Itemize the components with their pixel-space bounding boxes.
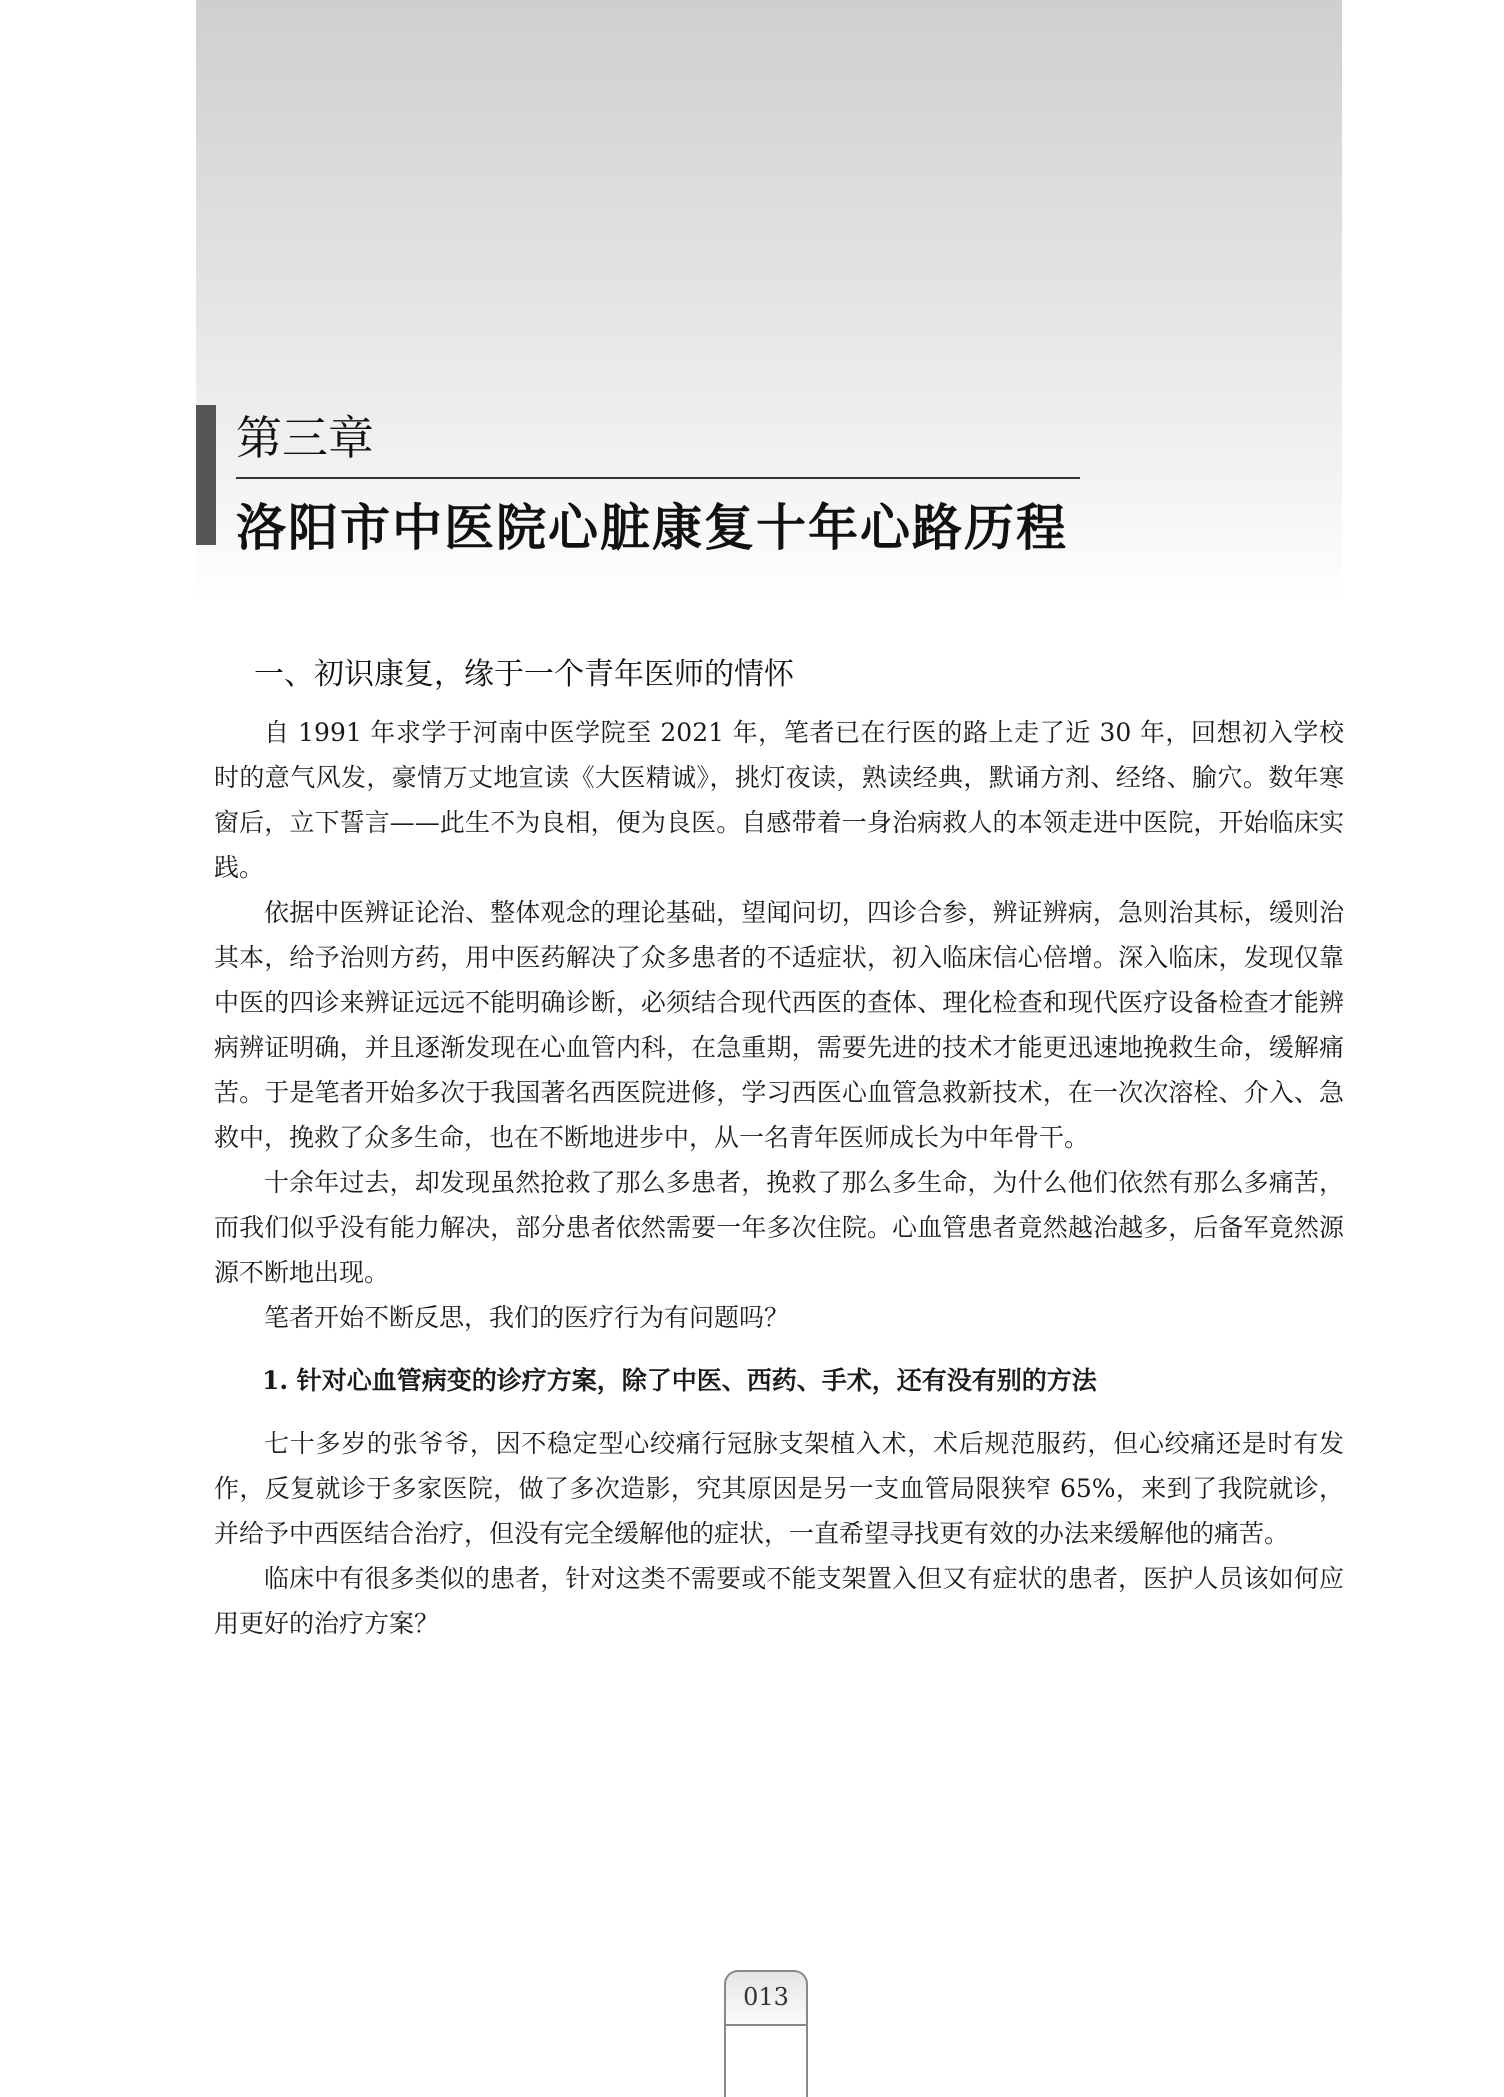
paragraph: 依据中医辨证论治、整体观念的理论基础，望闻问切，四诊合参，辨证辨病，急则治其标，缓则治其本，给予治则方药，用中医药解决了众多患者的不适症状，初入临床信心倍增。深入临床，发现仅靠中医的四诊来辨证远远不能明确诊断，必须结合现代西医的查体、理化检查和现代医疗设备检查才能辨病辨证明确，并且逐渐发现在心血管内科，在急重期，需要先进的技术才能更迅速地挽救生命，缓解痛苦。于是笔者开始多次于我国著名西医院进修，学习西医心血管急救新技术，在一次次溶栓、介入、急救中，挽救了众多生命，也在不断地进步中，从一名青年医师成长为中年骨干。 <box>214 898 1344 1152</box>
chapter-divider <box>236 477 1080 479</box>
paragraph: 十余年过去，却发现虽然抢救了那么多患者，挽救了那么多生命，为什么他们依然有那么多痛苦，而我们似乎没有能力解决，部分患者依然需要一年多次住院。心血管患者竟然越治越多，后备军竟然源源不断地出现。 <box>214 1168 1344 1287</box>
paragraph: 笔者开始不断反思，我们的医疗行为有问题吗？ <box>264 1303 790 1332</box>
chapter-accent-bar <box>196 405 216 545</box>
subsection-heading: 1. 针对心血管病变的诊疗方案，除了中医、西药、手术，还有没有别的方法 <box>262 1366 1097 1395</box>
chapter-title: 洛阳市中医院心脏康复十年心路历程 <box>236 498 1068 557</box>
paragraph: 临床中有很多类似的患者，针对这类不需要或不能支架置入但又有症状的患者，医护人员该如何应用更好的治疗方案？ <box>214 1564 1344 1638</box>
paragraph: 七十多岁的张爷爷，因不稳定型心绞痛行冠脉支架植入术，术后规范服药，但心绞痛还是时有发作，反复就诊于多家医院，做了多次造影，究其原因是另一支血管局限狭窄 65%，来到了我院就诊，并给予中西医结合治疗，但没有完全缓解他的症状，一直希望寻找更有效的办法来缓解他的痛苦。 <box>214 1429 1344 1548</box>
page-number: 013 <box>743 1983 789 2011</box>
page-number-tab <box>724 1970 808 2097</box>
section-heading: 一、初识康复，缘于一个青年医师的情怀 <box>254 657 794 692</box>
body-content <box>214 650 1344 1646</box>
paragraph: 自 1991 年求学于河南中医学院至 2021 年，笔者已在行医的路上走了近 30 年，回想初入学校时的意气风发，豪情万丈地宣读《大医精诚》，挑灯夜读，熟读经典，默诵方剂、经络、腧穴。数年寒窗后，立下誓言——此生不为良相，便为良医。自感带着一身治病救人的本领走进中医院，开始临床实践。 <box>214 718 1344 882</box>
page-tab-divider <box>726 2024 806 2026</box>
chapter-number: 第三章 <box>236 411 374 465</box>
